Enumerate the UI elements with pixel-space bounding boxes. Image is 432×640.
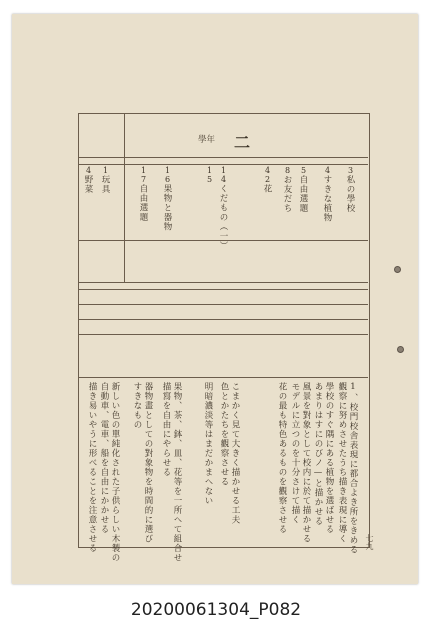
note-line: 描寫を自由にやらせる <box>161 382 171 477</box>
note-line: 花の最も特色あるものを觀察させる <box>277 382 287 534</box>
column-entry: 15 <box>205 166 214 184</box>
table-divider <box>78 304 368 305</box>
page-number: 七九 <box>365 534 374 550</box>
table-divider <box>78 164 368 165</box>
document-page <box>12 14 418 584</box>
note-line: 器物畫としての對象物を時間的に選び <box>143 382 153 544</box>
column-entry: 1玩具 <box>100 166 110 194</box>
column-entry: 16果物と器物 <box>162 166 172 232</box>
note-line: あまりはすにのびノ—と描かせる <box>313 382 323 526</box>
table-divider <box>78 289 368 290</box>
column-entry: 8お友だち <box>282 166 292 213</box>
section-number: 二 <box>234 133 251 152</box>
note-line: 明暗濃淡等はまだかまへない <box>203 382 213 506</box>
table-divider <box>124 113 125 283</box>
table-divider <box>78 319 368 320</box>
table-divider <box>78 334 368 335</box>
table-divider <box>78 282 368 283</box>
table-divider <box>78 157 368 158</box>
grade-label: 學年 <box>198 135 216 145</box>
note-line: 風景を對象として校内に於て描かせる <box>301 382 311 544</box>
column-entry: 4すきな植物 <box>322 166 332 223</box>
image-caption: 20200061304_P082 <box>130 600 302 620</box>
column-entry: 3私の學校 <box>345 166 355 213</box>
note-line: すきなもの <box>132 382 142 430</box>
column-entry: 4野菜 <box>83 166 93 194</box>
column-entry: 17自由選題 <box>138 166 148 222</box>
note-line: こまかく見て大きく描かせる工夫 <box>230 382 240 525</box>
binding-hole <box>397 346 404 353</box>
note-line: 描き易いやうに形べることを注意させる <box>87 382 97 553</box>
note-line: モデルに立つのを十分さけて描く <box>290 382 300 525</box>
note-line: 新しい色の單純化された子供らしい木製の <box>110 382 120 563</box>
note-line: 觀察に努めさせたうち描き表現に導く <box>337 382 347 544</box>
note-line: 果物、茶、鉢、皿、花等を一所へて組合せ <box>172 382 182 563</box>
note-line: 學校のすぐ隅にある植物を選ばせる <box>324 382 334 534</box>
column-entry: 14くだもの（一） <box>218 166 228 251</box>
column-entry: 42花 <box>262 166 272 194</box>
note-line: 自動車、電車、船を自由にかかせる <box>99 382 109 534</box>
note-line: 色とかたちを觀察させる <box>219 382 229 487</box>
binding-hole <box>394 266 401 273</box>
column-entry: 5自由選題 <box>298 166 308 213</box>
note-line: 1、校門校舎表現に都合よき所をきめる <box>348 382 358 555</box>
table-divider <box>78 377 368 378</box>
